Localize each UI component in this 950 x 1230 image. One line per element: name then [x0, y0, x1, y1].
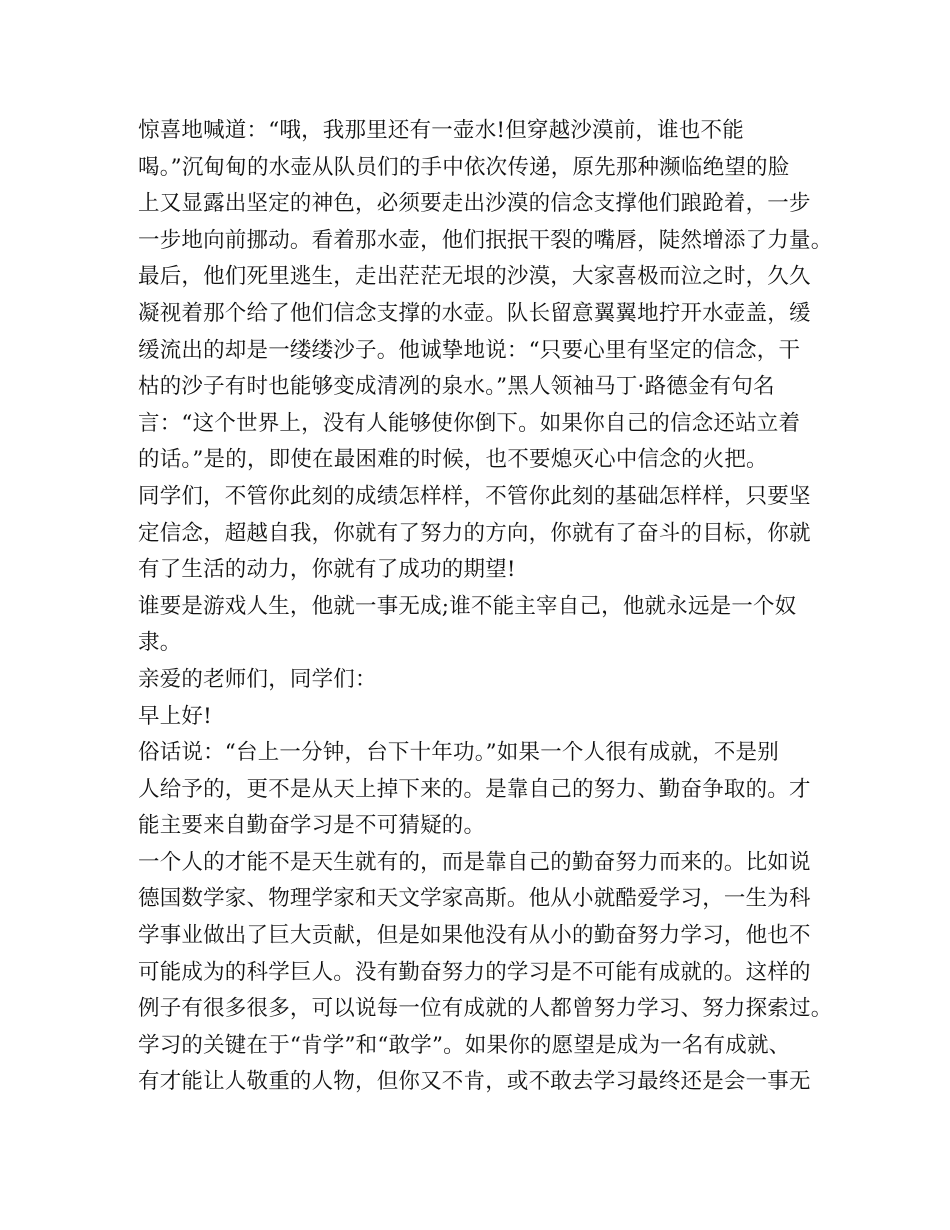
- text-line: 有了生活的动力，你就有了成功的期望!: [138, 557, 516, 583]
- text-line: 惊喜地喊道：“哦，我那里还有一壶水!但穿越沙漠前，谁也不能: [138, 118, 744, 143]
- text-line: 学事业做出了巨大贡献，但是如果他没有从小的勤奋努力学习，他也不: [138, 923, 811, 949]
- text-line: 缓流出的却是一缕缕沙子。他诚挚地说：“只要心里有坚定的信念，干: [138, 337, 801, 363]
- text-line: 一个人的才能不是天生就有的，而是靠自己的勤奋努力而来的。比如说: [138, 849, 811, 875]
- text-line: 定信念，超越自我，你就有了努力的方向，你就有了奋斗的目标，你就: [138, 520, 811, 546]
- text-line: 可能成为的科学巨人。没有勤奋努力的学习是不可能有成就的。这样的: [138, 959, 811, 985]
- text-line: 喝。”沉甸甸的水壶从队员们的手中依次传递，原先那种濒临绝望的脸: [138, 154, 790, 180]
- text-line: 德国数学家、物理学家和天文学家高斯。他从小就酷爱学习，一生为科: [138, 886, 811, 912]
- document-body: [138, 113, 833, 1101]
- text-line: 上又显露出坚定的神色，必须要走出沙漠的信念支撑他们踉跄着，一步: [138, 191, 811, 217]
- text-line: 的话。”是的，即使在最困难的时候，也不要熄灭心中信念的火把。: [138, 447, 768, 473]
- text-line: 言：“这个世界上，没有人能够使你倒下。如果你自己的信念还站立着: [138, 410, 801, 436]
- text-line: 能主要来自勤奋学习是不可猜疑的。: [138, 813, 486, 839]
- text-line: 有才能让人敬重的人物，但你又不肯，或不敢去学习最终还是会一事无: [138, 1069, 811, 1095]
- text-line: 最后，他们死里逃生，走出茫茫无垠的沙漠，大家喜极而泣之时，久久: [138, 264, 811, 290]
- text-line: 亲爱的老师们，同学们：: [138, 666, 377, 692]
- text-line: 谁要是游戏人生，他就一事无成;谁不能主宰自己，他就永远是一个奴: [138, 593, 797, 619]
- text-line: 早上好!: [138, 703, 212, 729]
- text-line: 一步地向前挪动。看着那水壶，他们抿抿干裂的嘴唇，陡然增添了力量。: [138, 227, 833, 253]
- text-line: 隶。: [138, 630, 182, 656]
- text-line: 例子有很多很多，可以说每一位有成就的人都曾努力学习、努力探索过。: [138, 996, 833, 1022]
- text-line: 学习的关键在于“肯学”和“敢学”。如果你的愿望是成为一名有成就、: [138, 1032, 791, 1058]
- text-line: 人给予的，更不是从天上掉下来的。是靠自己的努力、勤奋争取的。才: [138, 776, 811, 802]
- text-line: 凝视着那个给了他们信念支撑的水壶。队长留意翼翼地拧开水壶盖，缓: [138, 300, 811, 326]
- text-line: 同学们，不管你此刻的成绩怎样样，不管你此刻的基础怎样样，只要坚: [138, 483, 811, 509]
- text-line: 枯的沙子有时也能够变成清冽的泉水。”黑人领袖马丁·路德金有句名: [138, 374, 775, 400]
- text-line: 俗话说：“台上一分钟，台下十年功。”如果一个人很有成就，不是别: [138, 740, 779, 766]
